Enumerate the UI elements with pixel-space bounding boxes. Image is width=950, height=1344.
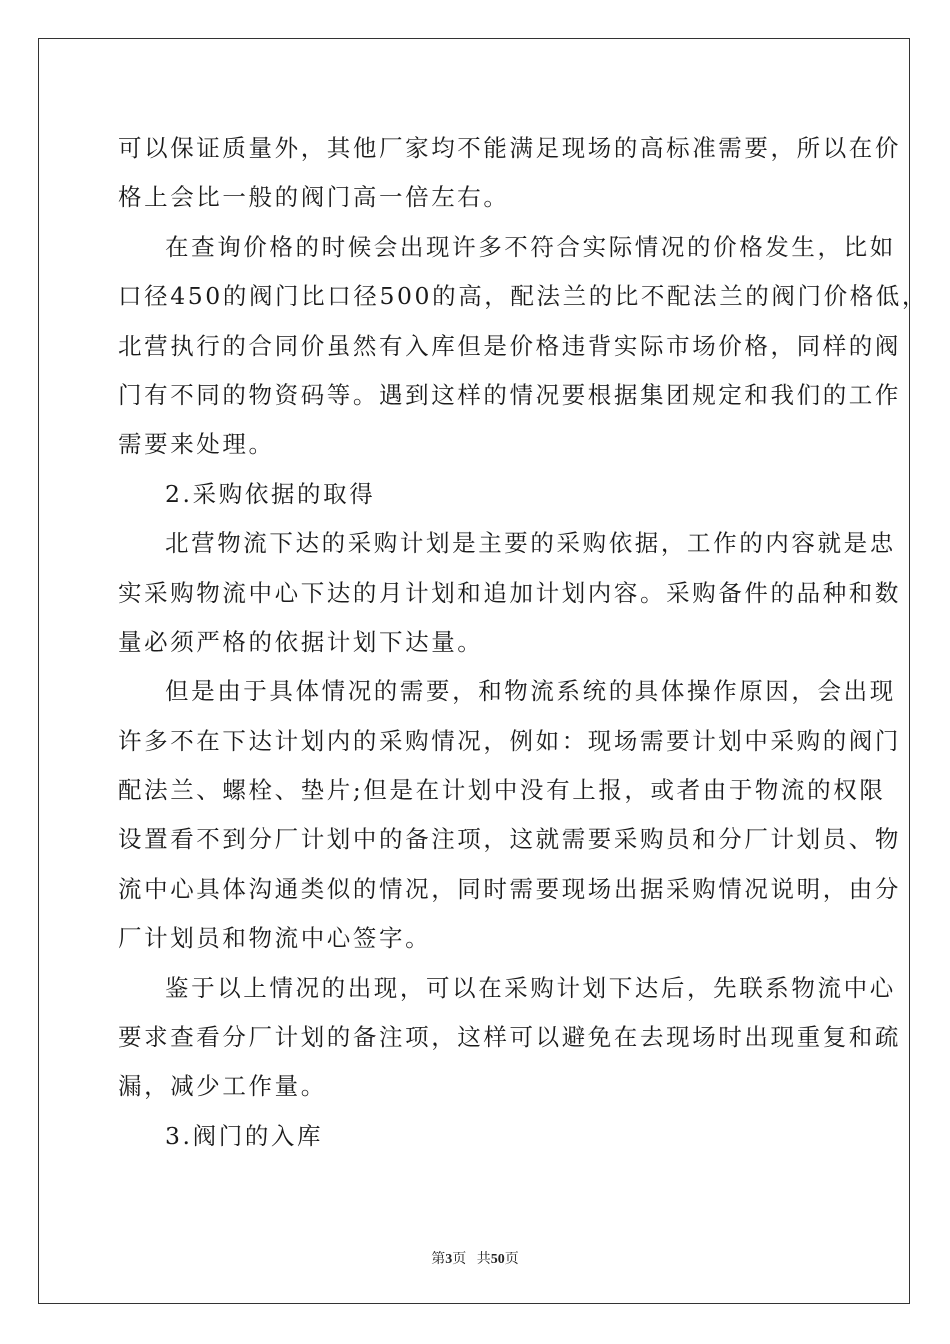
footer-total-unit: 页 xyxy=(504,1252,519,1267)
text-line: 在查询价格的时候会出现许多不符合实际情况的价格发生，比如 xyxy=(165,232,896,261)
text-line: 许多不在下达计划内的采购情况，例如：现场需要计划中采购的阀门 xyxy=(118,726,901,755)
text-line: 需要来处理。 xyxy=(118,430,275,459)
footer-prefix: 第 xyxy=(431,1252,446,1267)
text-line: 量必须严格的依据计划下达量。 xyxy=(118,627,484,656)
total-pages-number: 50 xyxy=(490,1252,505,1267)
text-line: 北营物流下达的采购计划是主要的采购依据，工作的内容就是忠 xyxy=(165,529,896,558)
text-line: 配法兰、螺栓、垫片;但是在计划中没有上报，或者由于物流的权限 xyxy=(118,776,886,805)
document-body xyxy=(118,124,929,1161)
paragraph xyxy=(118,470,838,519)
text-line: 但是由于具体情况的需要，和物流系统的具体操作原因，会出现 xyxy=(165,677,896,706)
paragraph xyxy=(118,667,901,963)
text-line: 流中心具体沟通类似的情况，同时需要现场出据采购情况说明，由分 xyxy=(118,874,901,903)
text-line: 实采购物流中心下达的月计划和追加计划内容。采购备件的品种和数 xyxy=(118,578,901,607)
text-line: 设置看不到分厂计划中的备注项，这就需要采购员和分厂计划员、物 xyxy=(118,825,901,854)
text-line: 厂计划员和物流中心签字。 xyxy=(118,924,432,953)
text-line: 格上会比一般的阀门高一倍左右。 xyxy=(118,183,510,212)
text-line: 可以保证质量外，其他厂家均不能满足现场的高标准需要，所以在价 xyxy=(118,134,901,162)
paragraph xyxy=(118,1112,838,1161)
paragraph xyxy=(118,964,901,1112)
footer-page-unit: 页 xyxy=(452,1252,467,1267)
text-line: 2.采购依据的取得 xyxy=(165,479,376,508)
paragraph xyxy=(118,124,901,223)
text-line: 口径450的阀门比口径500的高，配法兰的比不配法兰的阀门价格低， xyxy=(118,282,929,311)
text-line: 漏，减少工作量。 xyxy=(118,1072,327,1101)
text-line: 要求查看分厂计划的备注项，这样可以避免在去现场时出现重复和疏 xyxy=(118,1023,901,1052)
paragraph xyxy=(118,519,901,667)
text-line: 门有不同的物资码等。遇到这样的情况要根据集团规定和我们的工作 xyxy=(118,380,901,409)
footer-total-prefix: 共 xyxy=(476,1252,491,1267)
text-line: 3.阀门的入库 xyxy=(165,1121,324,1150)
text-line: 北营执行的合同价虽然有入库但是价格违背实际市场价格，同样的阀 xyxy=(118,331,901,360)
paragraph xyxy=(118,223,929,470)
text-line: 鉴于以上情况的出现，可以在采购计划下达后，先联系物流中心 xyxy=(165,973,896,1002)
current-page-number: 3 xyxy=(445,1252,453,1267)
page-footer xyxy=(0,1248,950,1268)
